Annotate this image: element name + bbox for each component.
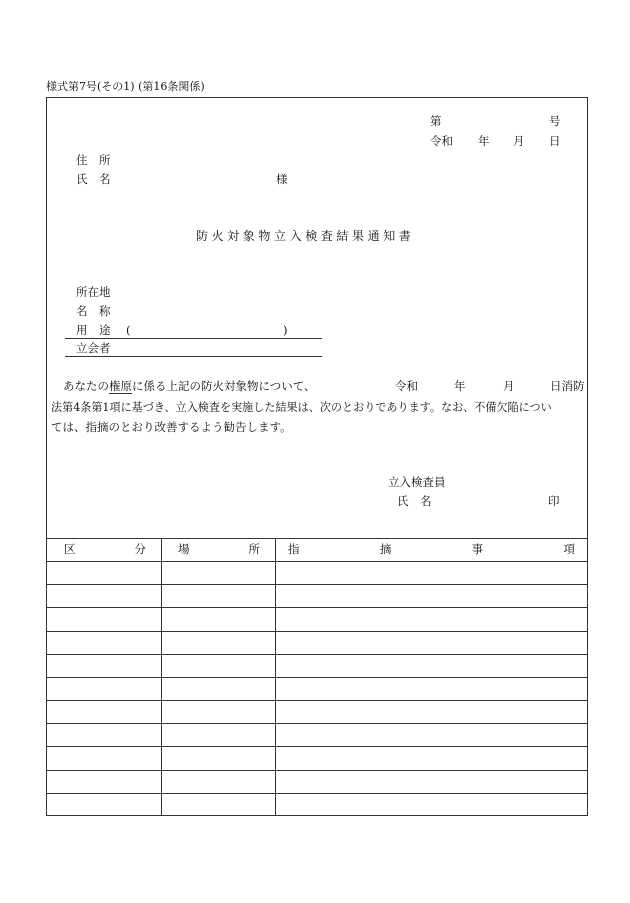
table-header-char: 所 — [248, 542, 260, 556]
target-name-label: 名 称 — [76, 304, 111, 318]
body-line-1-authority: 権原 — [109, 379, 132, 393]
date-era: 令和 — [430, 134, 453, 148]
body-line-1-end: 日消防 — [550, 379, 585, 393]
table-header-findings — [288, 544, 575, 556]
table-row-line — [46, 793, 588, 794]
form-frame — [46, 97, 588, 816]
form-label: 様式第7号(その1) (第16条関係) — [46, 80, 205, 93]
table-header-char: 分 — [134, 542, 146, 556]
table-row-line — [46, 700, 588, 701]
body-line-1-start — [63, 381, 316, 393]
target-witness-label: 立会者 — [76, 341, 111, 355]
target-location-label: 所在地 — [76, 285, 111, 299]
table-header-category — [64, 544, 146, 556]
addressee-address-label: 住 所 — [76, 153, 111, 167]
addressee-honorific: 様 — [276, 172, 288, 186]
table-row-line — [46, 723, 588, 724]
table-row-line — [46, 654, 588, 655]
table-row-line — [46, 746, 588, 747]
body-era: 令和 — [395, 379, 418, 393]
table-row-line — [46, 561, 588, 562]
body-line-1-b: に係る上記の防火対象物について、 — [132, 379, 316, 393]
date-day: 日 — [549, 134, 561, 148]
date-month: 月 — [513, 134, 525, 148]
body-line-3: ては、指摘のとおり改善するよう勧告します。 — [51, 420, 292, 434]
target-usage-paren-open: ( — [126, 323, 131, 337]
table-row-line — [46, 607, 588, 608]
target-usage-label: 用 途 — [76, 323, 111, 337]
inspector-title: 立入検査員 — [388, 475, 446, 489]
inspector-name-label: 氏 名 — [397, 494, 432, 508]
table-header-char: 摘 — [379, 542, 392, 556]
date-year: 年 — [478, 134, 490, 148]
table-row-line — [46, 770, 588, 771]
addressee-name-label: 氏 名 — [76, 172, 111, 186]
body-line-1-a: あなたの — [63, 379, 109, 393]
body-month: 月 — [503, 379, 515, 393]
table-header-char: 区 — [64, 542, 76, 556]
table-header-char: 指 — [288, 542, 300, 556]
table-row-line — [46, 677, 588, 678]
table-row-line — [46, 631, 588, 632]
table-top-border — [46, 538, 588, 539]
number-prefix: 第 — [430, 114, 442, 128]
table-header-char: 事 — [471, 542, 484, 556]
body-year: 年 — [454, 379, 466, 393]
table-header-place — [178, 544, 260, 556]
table-row-line — [46, 584, 588, 585]
number-suffix: 号 — [549, 114, 561, 128]
document-title: 防火対象物立入検査結果通知書 — [196, 229, 415, 243]
table-header-char: 場 — [178, 542, 190, 556]
table-header-char: 項 — [563, 542, 575, 556]
target-usage-underline — [65, 338, 322, 339]
target-witness-underline — [65, 356, 322, 357]
body-line-2: 法第4条第1項に基づき、立入検査を実施した結果は、次のとおりであります。なお、不備欠陥につい — [51, 401, 552, 414]
inspector-seal: 印 — [548, 494, 560, 508]
target-usage-paren-close: ) — [283, 323, 288, 337]
